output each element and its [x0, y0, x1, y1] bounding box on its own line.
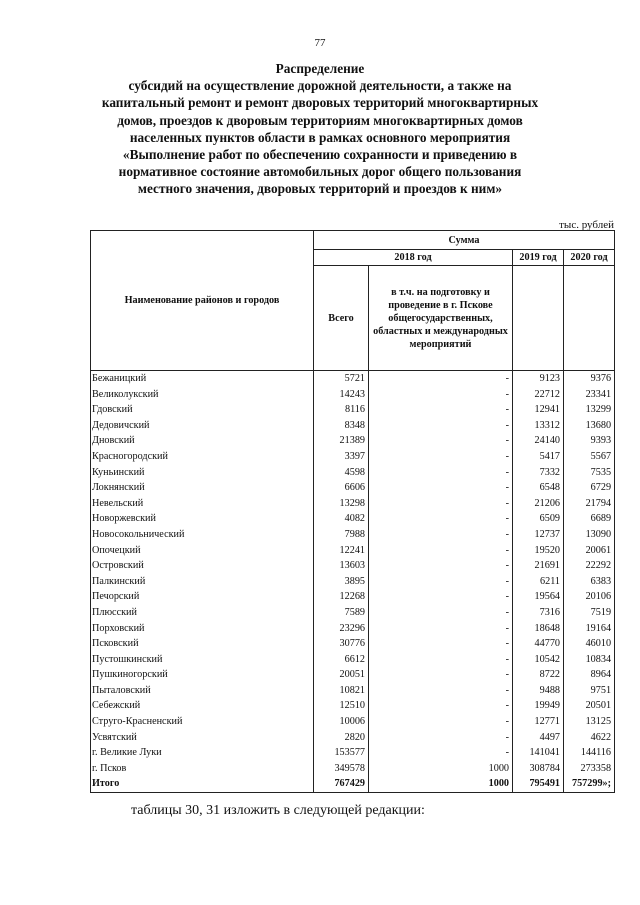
- cell-2020: 757299»;: [564, 776, 615, 792]
- title-line: Распределение: [275, 61, 365, 76]
- footer-text: таблицы 30, 31 изложить в следующей редакции:: [131, 803, 425, 818]
- table-row: [91, 402, 615, 418]
- cell-total: 10821: [314, 683, 369, 699]
- header-2018: 2018 год: [314, 250, 513, 266]
- header-2019-blank: [513, 266, 564, 371]
- cell-name: Псковский: [91, 636, 314, 652]
- cell-total: 5721: [314, 371, 369, 387]
- cell-2019: 7332: [513, 465, 564, 481]
- title-line: местного значения, дворовых территорий и проездов к ним»: [137, 181, 503, 197]
- cell-name: Себежский: [91, 698, 314, 714]
- cell-2020: 13090: [564, 527, 615, 543]
- table-row: [91, 667, 615, 683]
- cell-including: -: [369, 730, 513, 746]
- table-row: [91, 371, 615, 387]
- table-row: [91, 589, 615, 605]
- cell-total: 20051: [314, 667, 369, 683]
- table-row: [91, 621, 615, 637]
- cell-including: -: [369, 558, 513, 574]
- cell-name: Красногородский: [91, 449, 314, 465]
- cell-2019: 12737: [513, 527, 564, 543]
- cell-name: Пушкиногорский: [91, 667, 314, 683]
- cell-total: 4598: [314, 465, 369, 481]
- cell-name: г. Великие Луки: [91, 745, 314, 761]
- cell-name: Палкинский: [91, 574, 314, 590]
- table-row: [91, 387, 615, 403]
- cell-2020: 23341: [564, 387, 615, 403]
- cell-2020: 9751: [564, 683, 615, 699]
- header-including: в т.ч. на подготовку и проведение в г. Пскове общегосударственных, областных и международных мероприятий: [369, 266, 513, 371]
- cell-total: 14243: [314, 387, 369, 403]
- cell-total: 6612: [314, 652, 369, 668]
- cell-name: Невельский: [91, 496, 314, 512]
- cell-including: -: [369, 714, 513, 730]
- cell-2020: 19164: [564, 621, 615, 637]
- table-row: [91, 511, 615, 527]
- cell-name: Новосокольнический: [91, 527, 314, 543]
- cell-2020: 9376: [564, 371, 615, 387]
- cell-name: Локнянский: [91, 480, 314, 496]
- cell-including: -: [369, 371, 513, 387]
- table-row: [91, 496, 615, 512]
- cell-including: -: [369, 667, 513, 683]
- cell-name: Новоржевский: [91, 511, 314, 527]
- cell-total: 30776: [314, 636, 369, 652]
- cell-including: -: [369, 652, 513, 668]
- table-row: [91, 652, 615, 668]
- cell-name: Островский: [91, 558, 314, 574]
- cell-total: 13298: [314, 496, 369, 512]
- cell-2019: 6211: [513, 574, 564, 590]
- cell-2020: 6729: [564, 480, 615, 496]
- cell-name: Усвятский: [91, 730, 314, 746]
- header-total: Всего: [314, 266, 369, 371]
- table-row: [91, 449, 615, 465]
- cell-total: 12268: [314, 589, 369, 605]
- cell-2019: 4497: [513, 730, 564, 746]
- table-row: [91, 480, 615, 496]
- cell-total: 21389: [314, 433, 369, 449]
- cell-2019: 10542: [513, 652, 564, 668]
- cell-2020: 46010: [564, 636, 615, 652]
- table-row: [91, 605, 615, 621]
- cell-name: Куньинский: [91, 465, 314, 481]
- cell-name: Порховский: [91, 621, 314, 637]
- title-line: капитальный ремонт и ремонт дворовых территорий многоквартирных: [101, 95, 539, 111]
- header-2020: 2020 год: [564, 250, 615, 266]
- cell-total: 3397: [314, 449, 369, 465]
- cell-total: 7589: [314, 605, 369, 621]
- cell-2019: 21691: [513, 558, 564, 574]
- cell-name: Гдовский: [91, 402, 314, 418]
- cell-including: -: [369, 418, 513, 434]
- table-row: [91, 418, 615, 434]
- cell-2019: 6509: [513, 511, 564, 527]
- cell-name: Опочецкий: [91, 543, 314, 559]
- cell-total: 12241: [314, 543, 369, 559]
- cell-2020: 10834: [564, 652, 615, 668]
- cell-2019: 141041: [513, 745, 564, 761]
- cell-2019: 308784: [513, 761, 564, 777]
- page-number: 77: [314, 37, 326, 49]
- cell-including: -: [369, 433, 513, 449]
- table-row: [91, 714, 615, 730]
- subsidy-table: [90, 230, 615, 793]
- cell-2020: 8964: [564, 667, 615, 683]
- table-row: [91, 761, 615, 777]
- cell-including: -: [369, 636, 513, 652]
- cell-including: -: [369, 496, 513, 512]
- table-row: [91, 636, 615, 652]
- title-line: населенных пунктов области в рамках основного мероприятия: [129, 129, 511, 145]
- cell-2020: 21794: [564, 496, 615, 512]
- cell-including: -: [369, 511, 513, 527]
- cell-including: -: [369, 698, 513, 714]
- cell-total: 12510: [314, 698, 369, 714]
- table-row: [91, 730, 615, 746]
- cell-2019: 7316: [513, 605, 564, 621]
- cell-name: Великолукский: [91, 387, 314, 403]
- header-2020-blank: [564, 266, 615, 371]
- cell-including: -: [369, 621, 513, 637]
- table-row: [91, 558, 615, 574]
- cell-2019: 6548: [513, 480, 564, 496]
- cell-2019: 19564: [513, 589, 564, 605]
- cell-total: 23296: [314, 621, 369, 637]
- table-row: [91, 574, 615, 590]
- cell-total: 8348: [314, 418, 369, 434]
- cell-2019: 12941: [513, 402, 564, 418]
- cell-2019: 5417: [513, 449, 564, 465]
- table-row: [91, 745, 615, 761]
- cell-total: 349578: [314, 761, 369, 777]
- cell-including: -: [369, 480, 513, 496]
- cell-2020: 20501: [564, 698, 615, 714]
- cell-including: -: [369, 605, 513, 621]
- header-name: Наименование районов и городов: [91, 231, 314, 371]
- cell-2019: 21206: [513, 496, 564, 512]
- cell-name: Дедовичский: [91, 418, 314, 434]
- cell-2020: 13125: [564, 714, 615, 730]
- cell-including: -: [369, 465, 513, 481]
- cell-2020: 9393: [564, 433, 615, 449]
- cell-2020: 273358: [564, 761, 615, 777]
- title-line: субсидий на осуществление дорожной деятельности, а также на: [128, 78, 512, 94]
- cell-total: 10006: [314, 714, 369, 730]
- title-line: «Выполнение работ по обеспечению сохранности и приведению в: [122, 147, 518, 163]
- cell-total: 4082: [314, 511, 369, 527]
- cell-2019: 44770: [513, 636, 564, 652]
- cell-2019: 9123: [513, 371, 564, 387]
- table-row: [91, 465, 615, 481]
- cell-2020: 4622: [564, 730, 615, 746]
- cell-2020: 144116: [564, 745, 615, 761]
- cell-2019: 12771: [513, 714, 564, 730]
- cell-2019: 8722: [513, 667, 564, 683]
- cell-2019: 24140: [513, 433, 564, 449]
- cell-total: 13603: [314, 558, 369, 574]
- cell-2019: 19949: [513, 698, 564, 714]
- cell-2019: 22712: [513, 387, 564, 403]
- table-row: [91, 433, 615, 449]
- cell-2020: 6383: [564, 574, 615, 590]
- title-line: нормативное состояние автомобильных дорог общего пользования: [118, 164, 522, 180]
- cell-2019: 19520: [513, 543, 564, 559]
- table-body: [91, 371, 615, 793]
- table-row: [91, 683, 615, 699]
- cell-2020: 7535: [564, 465, 615, 481]
- cell-including: 1000: [369, 776, 513, 792]
- cell-name: Итого: [91, 776, 314, 792]
- document-title: [40, 60, 600, 198]
- cell-including: 1000: [369, 761, 513, 777]
- cell-name: Дновский: [91, 433, 314, 449]
- cell-name: Плюсский: [91, 605, 314, 621]
- cell-including: -: [369, 387, 513, 403]
- cell-name: Бежаницкий: [91, 371, 314, 387]
- cell-2020: 20061: [564, 543, 615, 559]
- cell-2019: 18648: [513, 621, 564, 637]
- table-header: [91, 231, 615, 371]
- cell-including: -: [369, 527, 513, 543]
- cell-total: 6606: [314, 480, 369, 496]
- cell-2019: 9488: [513, 683, 564, 699]
- cell-total: 153577: [314, 745, 369, 761]
- total-row: [91, 776, 615, 792]
- cell-including: -: [369, 449, 513, 465]
- cell-2020: 20106: [564, 589, 615, 605]
- cell-including: -: [369, 745, 513, 761]
- table-row: [91, 543, 615, 559]
- cell-name: Печорский: [91, 589, 314, 605]
- cell-including: -: [369, 543, 513, 559]
- units-label: тыс. рублей: [559, 219, 614, 231]
- table-row: [91, 527, 615, 543]
- table-row: [91, 698, 615, 714]
- cell-total: 7988: [314, 527, 369, 543]
- cell-2020: 7519: [564, 605, 615, 621]
- cell-total: 8116: [314, 402, 369, 418]
- cell-2020: 13299: [564, 402, 615, 418]
- cell-2020: 6689: [564, 511, 615, 527]
- cell-including: -: [369, 574, 513, 590]
- cell-2020: 22292: [564, 558, 615, 574]
- cell-name: Струго-Красненский: [91, 714, 314, 730]
- cell-2019: 795491: [513, 776, 564, 792]
- cell-including: -: [369, 589, 513, 605]
- cell-name: Пыталовский: [91, 683, 314, 699]
- cell-2020: 13680: [564, 418, 615, 434]
- cell-including: -: [369, 402, 513, 418]
- cell-including: -: [369, 683, 513, 699]
- cell-2020: 5567: [564, 449, 615, 465]
- cell-name: г. Псков: [91, 761, 314, 777]
- header-2019: 2019 год: [513, 250, 564, 266]
- cell-2019: 13312: [513, 418, 564, 434]
- cell-total: 767429: [314, 776, 369, 792]
- cell-total: 3895: [314, 574, 369, 590]
- cell-total: 2820: [314, 730, 369, 746]
- title-line: домов, проездов к дворовым территориям многоквартирных домов: [117, 112, 523, 128]
- header-sum: Сумма: [314, 231, 615, 250]
- cell-name: Пустошкинский: [91, 652, 314, 668]
